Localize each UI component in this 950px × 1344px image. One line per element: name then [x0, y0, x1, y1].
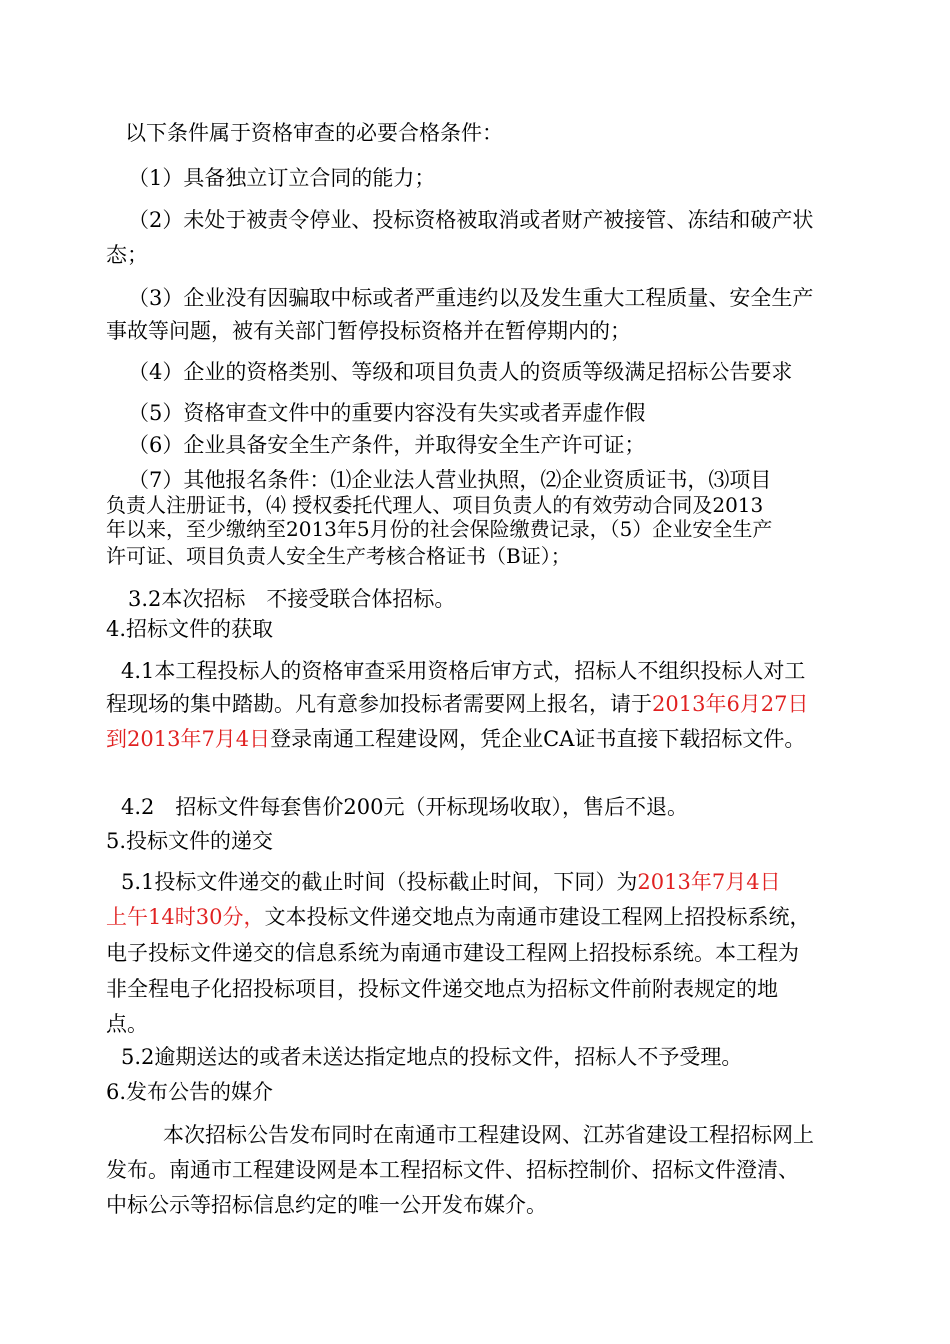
requirement-7: （7）其他报名条件：⑴企业法人营业执照，⑵企业资质证书，⑶项目 — [128, 468, 772, 492]
requirement-1: （1）具备独立订立合同的能力； — [128, 166, 436, 190]
section-5-1-cont-3: 非全程电子化招投标项目，投标文件递交地点为招标文件前附表规定的地 — [106, 977, 778, 1001]
section-6-heading: 6.发布公告的媒介 — [106, 1080, 274, 1104]
registration-start-date: 2013年6月27日 — [652, 692, 809, 716]
section-5-1-cont-1: 上午14时30分，文本投标文件递交地点为南通市建设工程网上招投标系统， — [106, 905, 811, 929]
section-5-1: 5.1投标文件递交的截止时间（投标截止时间，下同）为2013年7月4日 — [121, 870, 781, 894]
section-6-body-cont-1: 发布。南通市工程建设网是本工程招标文件、招标控制价、招标文件澄清、 — [106, 1158, 799, 1182]
section-4-heading: 4.招标文件的获取 — [106, 617, 274, 641]
deadline-date: 2013年7月4日 — [637, 870, 781, 894]
registration-end-date: 到2013年7月4日 — [106, 727, 271, 751]
requirement-3-cont: 事故等问题，被有关部门暂停投标资格并在暂停期内的； — [106, 319, 631, 343]
deadline-time: 上午14时30分， — [106, 905, 265, 929]
section-5-2: 5.2逾期送达的或者未送达指定地点的投标文件，招标人不予受理。 — [121, 1045, 743, 1069]
requirement-7-cont-1: 负责人注册证书，⑷ 授权委托代理人、项目负责人的有效劳动合同及2013 — [106, 493, 764, 517]
requirement-2: （2）未处于被责令停业、投标资格被取消或者财产被接管、冻结和破产状 — [128, 208, 814, 232]
requirement-7-cont-2: 年以来，至少缴纳至2013年5月份的社会保险缴费记录，（5）企业安全生产 — [106, 517, 773, 541]
section-6-body: 本次招标公告发布同时在南通市工程建设网、江苏省建设工程招标网上 — [163, 1123, 814, 1147]
requirement-2-cont: 态； — [106, 243, 148, 267]
section-3-2: 3.2本次招标 不接受联合体招标。 — [128, 587, 456, 611]
section-4-1: 4.1本工程投标人的资格审查采用资格后审方式，招标人不组织投标人对工 — [121, 659, 806, 683]
section-5-1-cont-4: 点。 — [106, 1012, 148, 1036]
requirement-4: （4）企业的资格类别、等级和项目负责人的资质等级满足招标公告要求 — [128, 360, 793, 384]
section-5-1-cont-2: 电子投标文件递交的信息系统为南通市建设工程网上招投标系统。本工程为 — [106, 941, 799, 965]
section-4-1-cont-2: 到2013年7月4日登录南通工程建设网，凭企业CA证书直接下载招标文件。 — [106, 727, 806, 751]
requirement-7-cont-3: 许可证、项目负责人安全生产考核合格证书（B证）； — [106, 544, 571, 568]
section-4-1-cont: 程现场的集中踏勘。凡有意参加投标者需要网上报名，请于2013年6月27日 — [106, 692, 809, 716]
requirements-intro: 以下条件属于资格审查的必要合格条件： — [125, 121, 503, 145]
requirement-3: （3）企业没有因骗取中标或者严重违约以及发生重大工程质量、安全生产 — [128, 286, 814, 310]
requirement-6: （6）企业具备安全生产条件，并取得安全生产许可证； — [128, 433, 646, 457]
section-5-heading: 5.投标文件的递交 — [106, 829, 274, 853]
section-6-body-cont-2: 中标公示等招标信息约定的唯一公开发布媒介。 — [106, 1193, 547, 1217]
requirement-5: （5）资格审查文件中的重要内容没有失实或者弄虚作假 — [128, 401, 646, 425]
section-4-2: 4.2 招标文件每套售价200元（开标现场收取），售后不退。 — [121, 795, 688, 819]
